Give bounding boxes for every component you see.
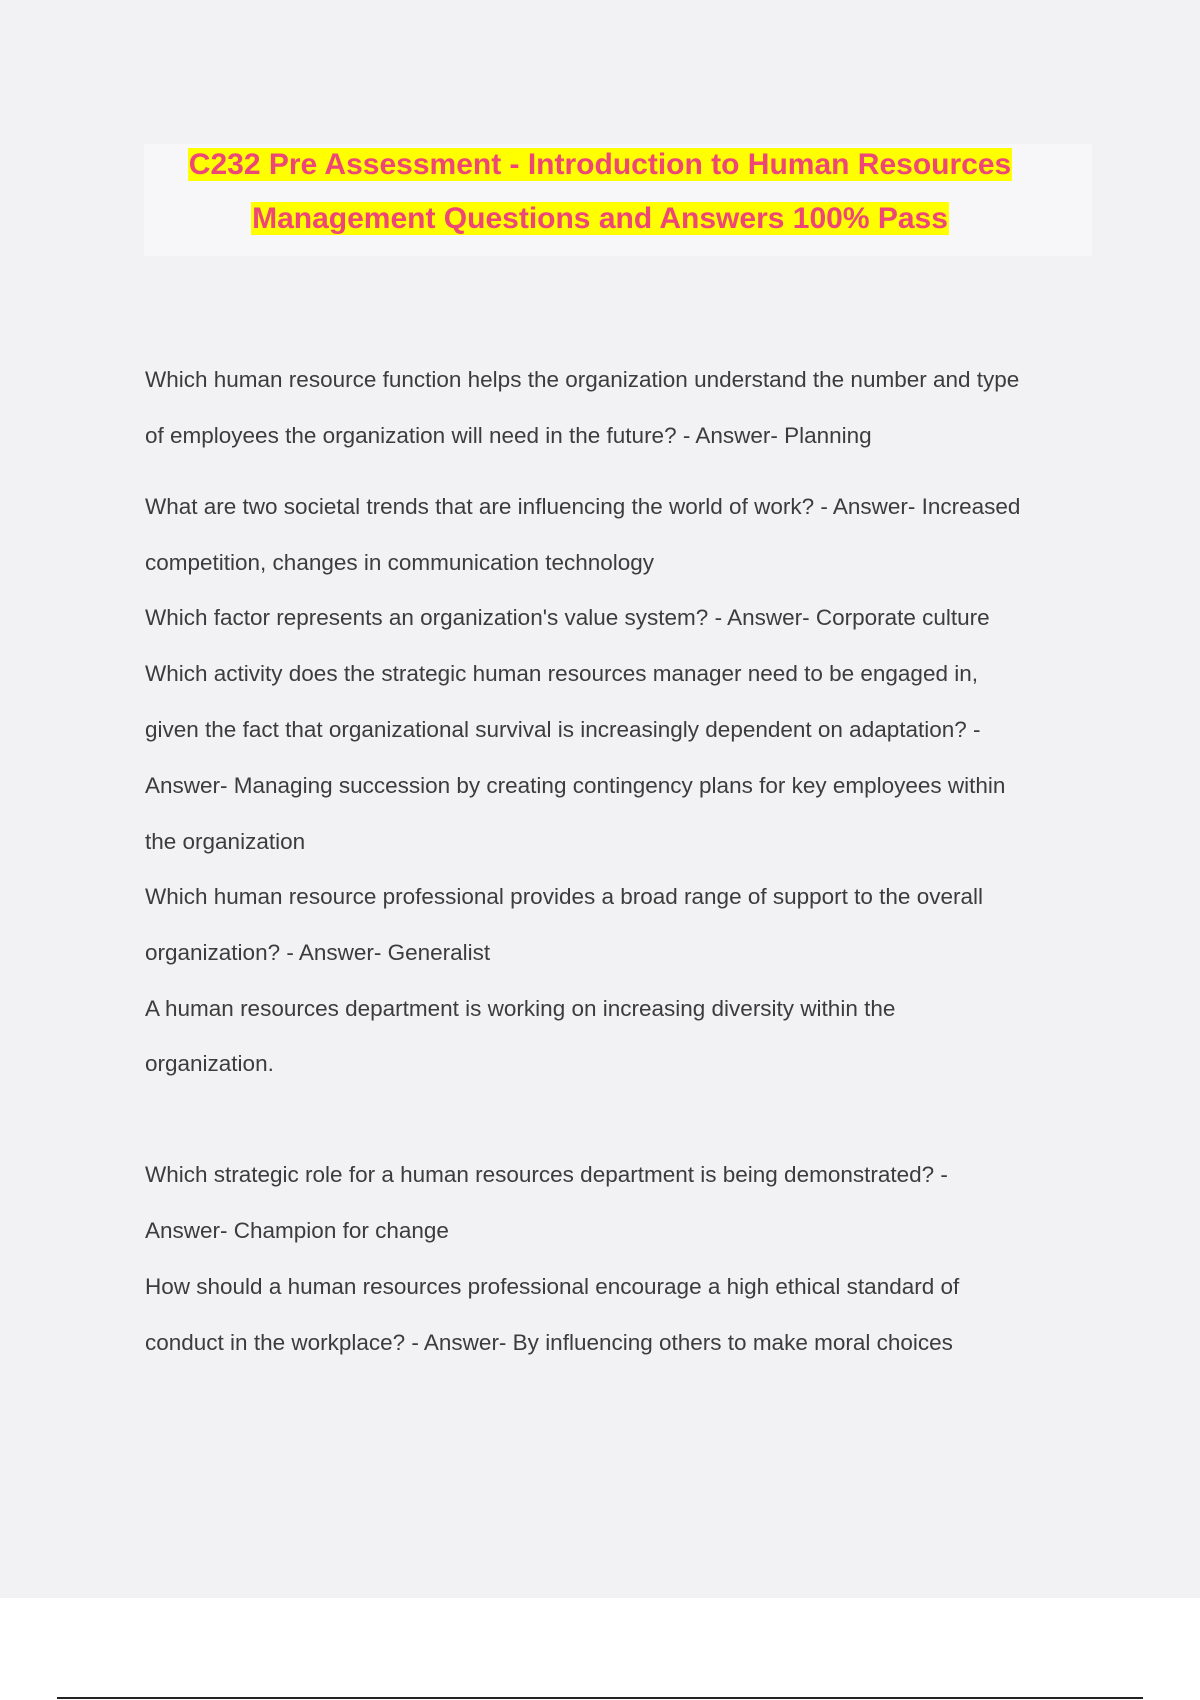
body-line-9: the organization xyxy=(145,829,306,854)
body-line-7: given the fact that organizational survival is increasingly dependent on adaptation? - xyxy=(145,717,981,742)
body-line-13: organization. xyxy=(145,1051,274,1076)
title-highlight-2: Management Questions and Answers 100% Pass xyxy=(252,202,948,235)
page-bottom-divider xyxy=(57,1697,1143,1699)
body-line-12: A human resources department is working on increasing diversity within the xyxy=(145,996,896,1021)
document-title-line-2 xyxy=(0,202,1200,236)
body-line-6: Which activity does the strategic human resources manager need to be engaged in, xyxy=(145,661,978,686)
body-line-16: How should a human resources professional encourage a high ethical standard of xyxy=(145,1274,960,1299)
body-line-11: organization? - Answer- Generalist xyxy=(145,940,491,965)
body-line-4: competition, changes in communication technology xyxy=(145,550,655,575)
body-line-15: Answer- Champion for change xyxy=(145,1218,449,1243)
document-title-line-1 xyxy=(0,148,1200,182)
body-line-8: Answer- Managing succession by creating contingency plans for key employees within xyxy=(145,773,1006,798)
body-line-5: Which factor represents an organization's value system? - Answer- Corporate culture xyxy=(145,605,990,630)
title-highlight-1: C232 Pre Assessment - Introduction to Human Resources xyxy=(188,148,1012,181)
body-line-10: Which human resource professional provides a broad range of support to the overall xyxy=(145,884,983,909)
body-line-3: What are two societal trends that are influencing the world of work? - Answer- Increased xyxy=(145,494,1021,519)
body-line-2: of employees the organization will need in the future? - Answer- Planning xyxy=(145,423,872,448)
body-line-17: conduct in the workplace? - Answer- By influencing others to make moral choices xyxy=(145,1330,953,1355)
body-line-14: Which strategic role for a human resources department is being demonstrated? - xyxy=(145,1162,948,1187)
body-line-1: Which human resource function helps the organization understand the number and type xyxy=(145,367,1020,392)
